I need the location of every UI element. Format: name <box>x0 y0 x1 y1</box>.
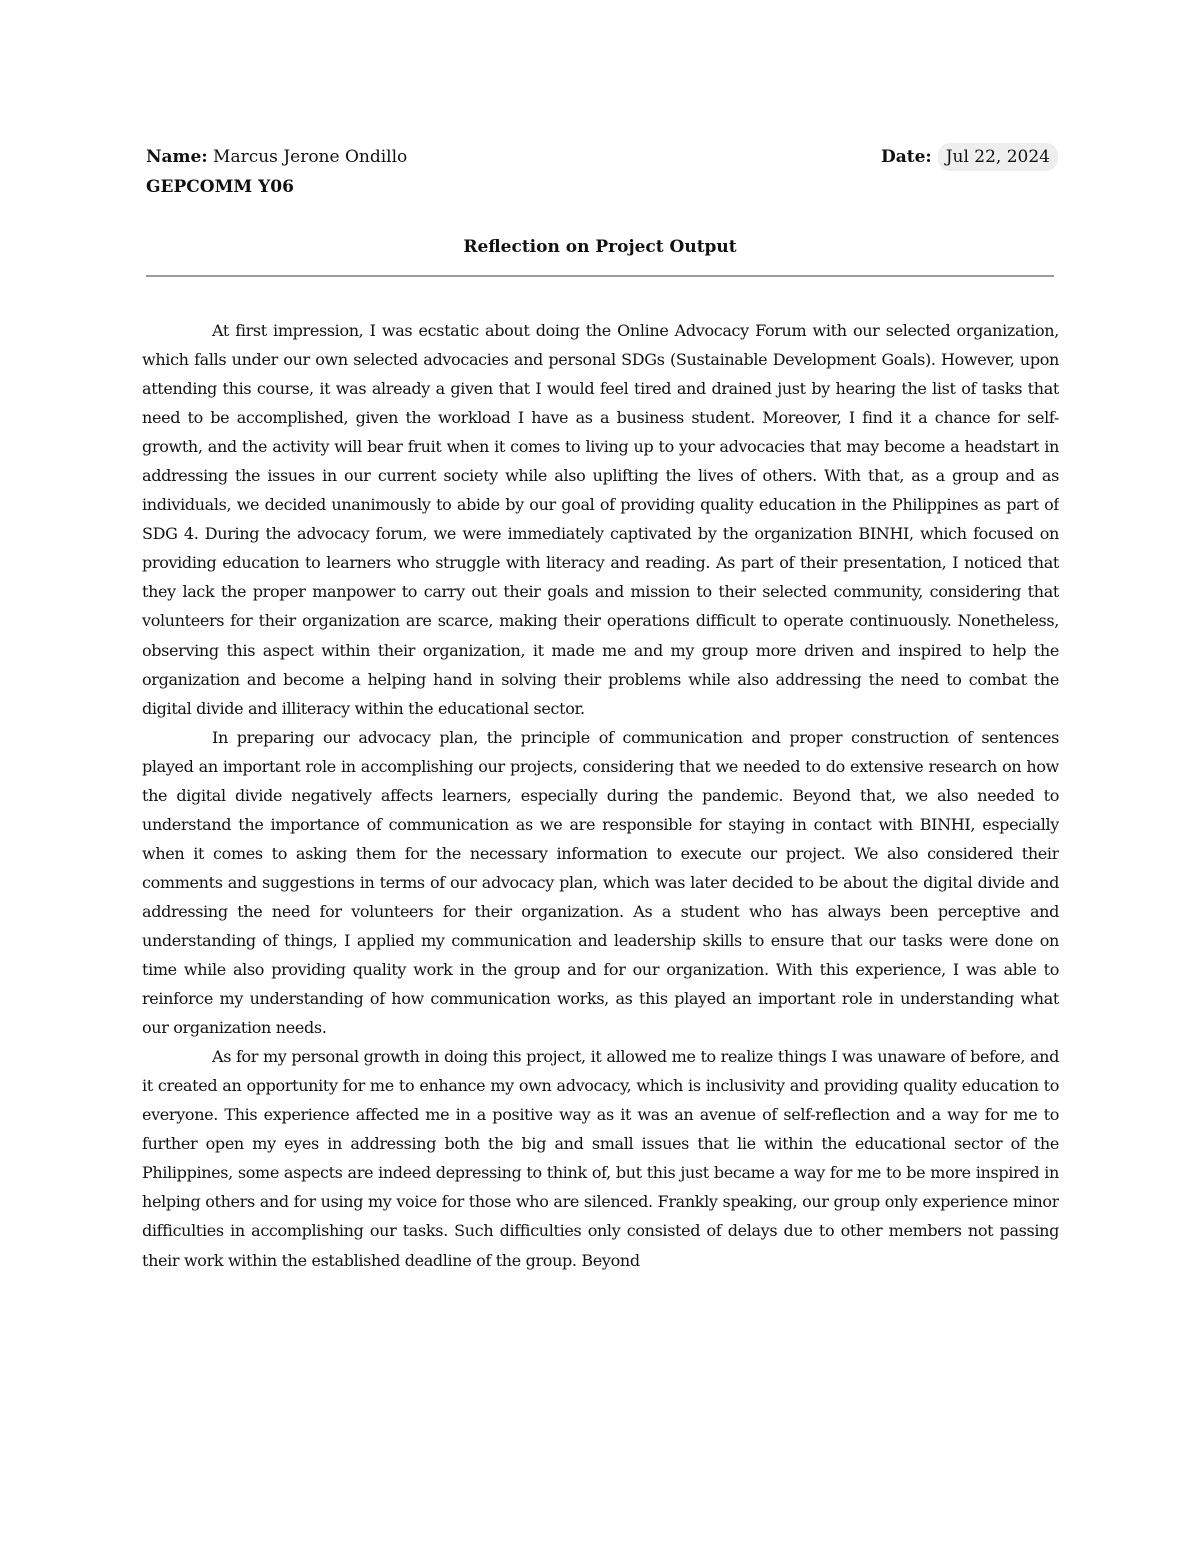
name-field <box>146 142 407 172</box>
name-value: Marcus Jerone Ondillo <box>213 147 408 167</box>
course-code: GEPCOMM Y06 <box>146 177 294 197</box>
name-date-row <box>146 142 1058 172</box>
title-divider <box>146 275 1054 277</box>
paragraph-1: At first impression, I was ecstatic about doing the Online Advocacy Forum with our selected organization, which falls under our own selected advocacies and personal SDGs (Sustainable Development Goals). However, upon attending this course, it was already a given that I would feel tired and drained just by hearing the list of tasks that need to be accomplished, given the workload I have as a business student. Moreover, I find it a chance for self-growth, and the activity will bear fruit when it comes to living up to your advocacies that may become a headstart in addressing the issues in our current society while also uplifting the lives of others. With that, as a group and as individuals, we decided unanimously to abide by our goal of providing quality education in the Philippines as part of SDG 4. During the advocacy forum, we were immediately captivated by the organization BINHI, which focused on providing education to learners who struggle with literacy and reading. As part of their presentation, I noticed that they lack the proper manpower to carry out their goals and mission to their selected community, considering that volunteers for their organization are scarce, making their operations difficult to operate continuously. Nonetheless, observing this aspect within their organization, it made me and my group more driven and inspired to help the organization and become a helping hand in solving their problems while also addressing the need to combat the digital divide and illiteracy within the educational sector. <box>142 321 1059 718</box>
paragraph-3: As for my personal growth in doing this project, it allowed me to realize things I was unaware of before, and it created an opportunity for me to enhance my own advocacy, which is inclusivity and providing quality education to everyone. This experience affected me in a positive way as it was an avenue of self-reflection and a way for me to further open my eyes in addressing both the big and small issues that lie within the educational sector of the Philippines, some aspects are indeed depressing to think of, but this just became a way for me to be more inspired in helping others and for using my voice for those who are silenced. Frankly speaking, our group only experience minor difficulties in accomplishing our tasks. Such difficulties only consisted of delays due to other members not passing their work within the established deadline of the group. Beyond <box>142 1047 1059 1270</box>
date-field <box>881 142 1058 172</box>
date-label: Date: <box>880 147 932 167</box>
date-chip[interactable]: Jul 22, 2024 <box>938 143 1058 171</box>
paragraph-2: In preparing our advocacy plan, the principle of communication and proper construction of sentences played an important role in accomplishing our projects, considering that we needed to do extensive research on how the digital divide negatively affects learners, especially during the pandemic. Beyond that, we also needed to understand the importance of communication as we are responsible for staying in contact with BINHI, especially when it comes to asking them for the necessary information to execute our project. We also considered their comments and suggestions in terms of our advocacy plan, which was later decided to be about the digital divide and addressing the need for volunteers for their organization. As a student who has always been perceptive and understanding of things, I applied my communication and leadership skills to ensure that our tasks were done on time while also providing quality work in the group and for our organization. With this experience, I was able to reinforce my understanding of how communication works, as this played an important role in understanding what our organization needs. <box>142 727 1059 1038</box>
document-header <box>146 142 1058 202</box>
name-label: Name: <box>146 147 208 167</box>
document-body <box>142 316 1059 1406</box>
document-title: Reflection on Project Output <box>463 237 737 257</box>
